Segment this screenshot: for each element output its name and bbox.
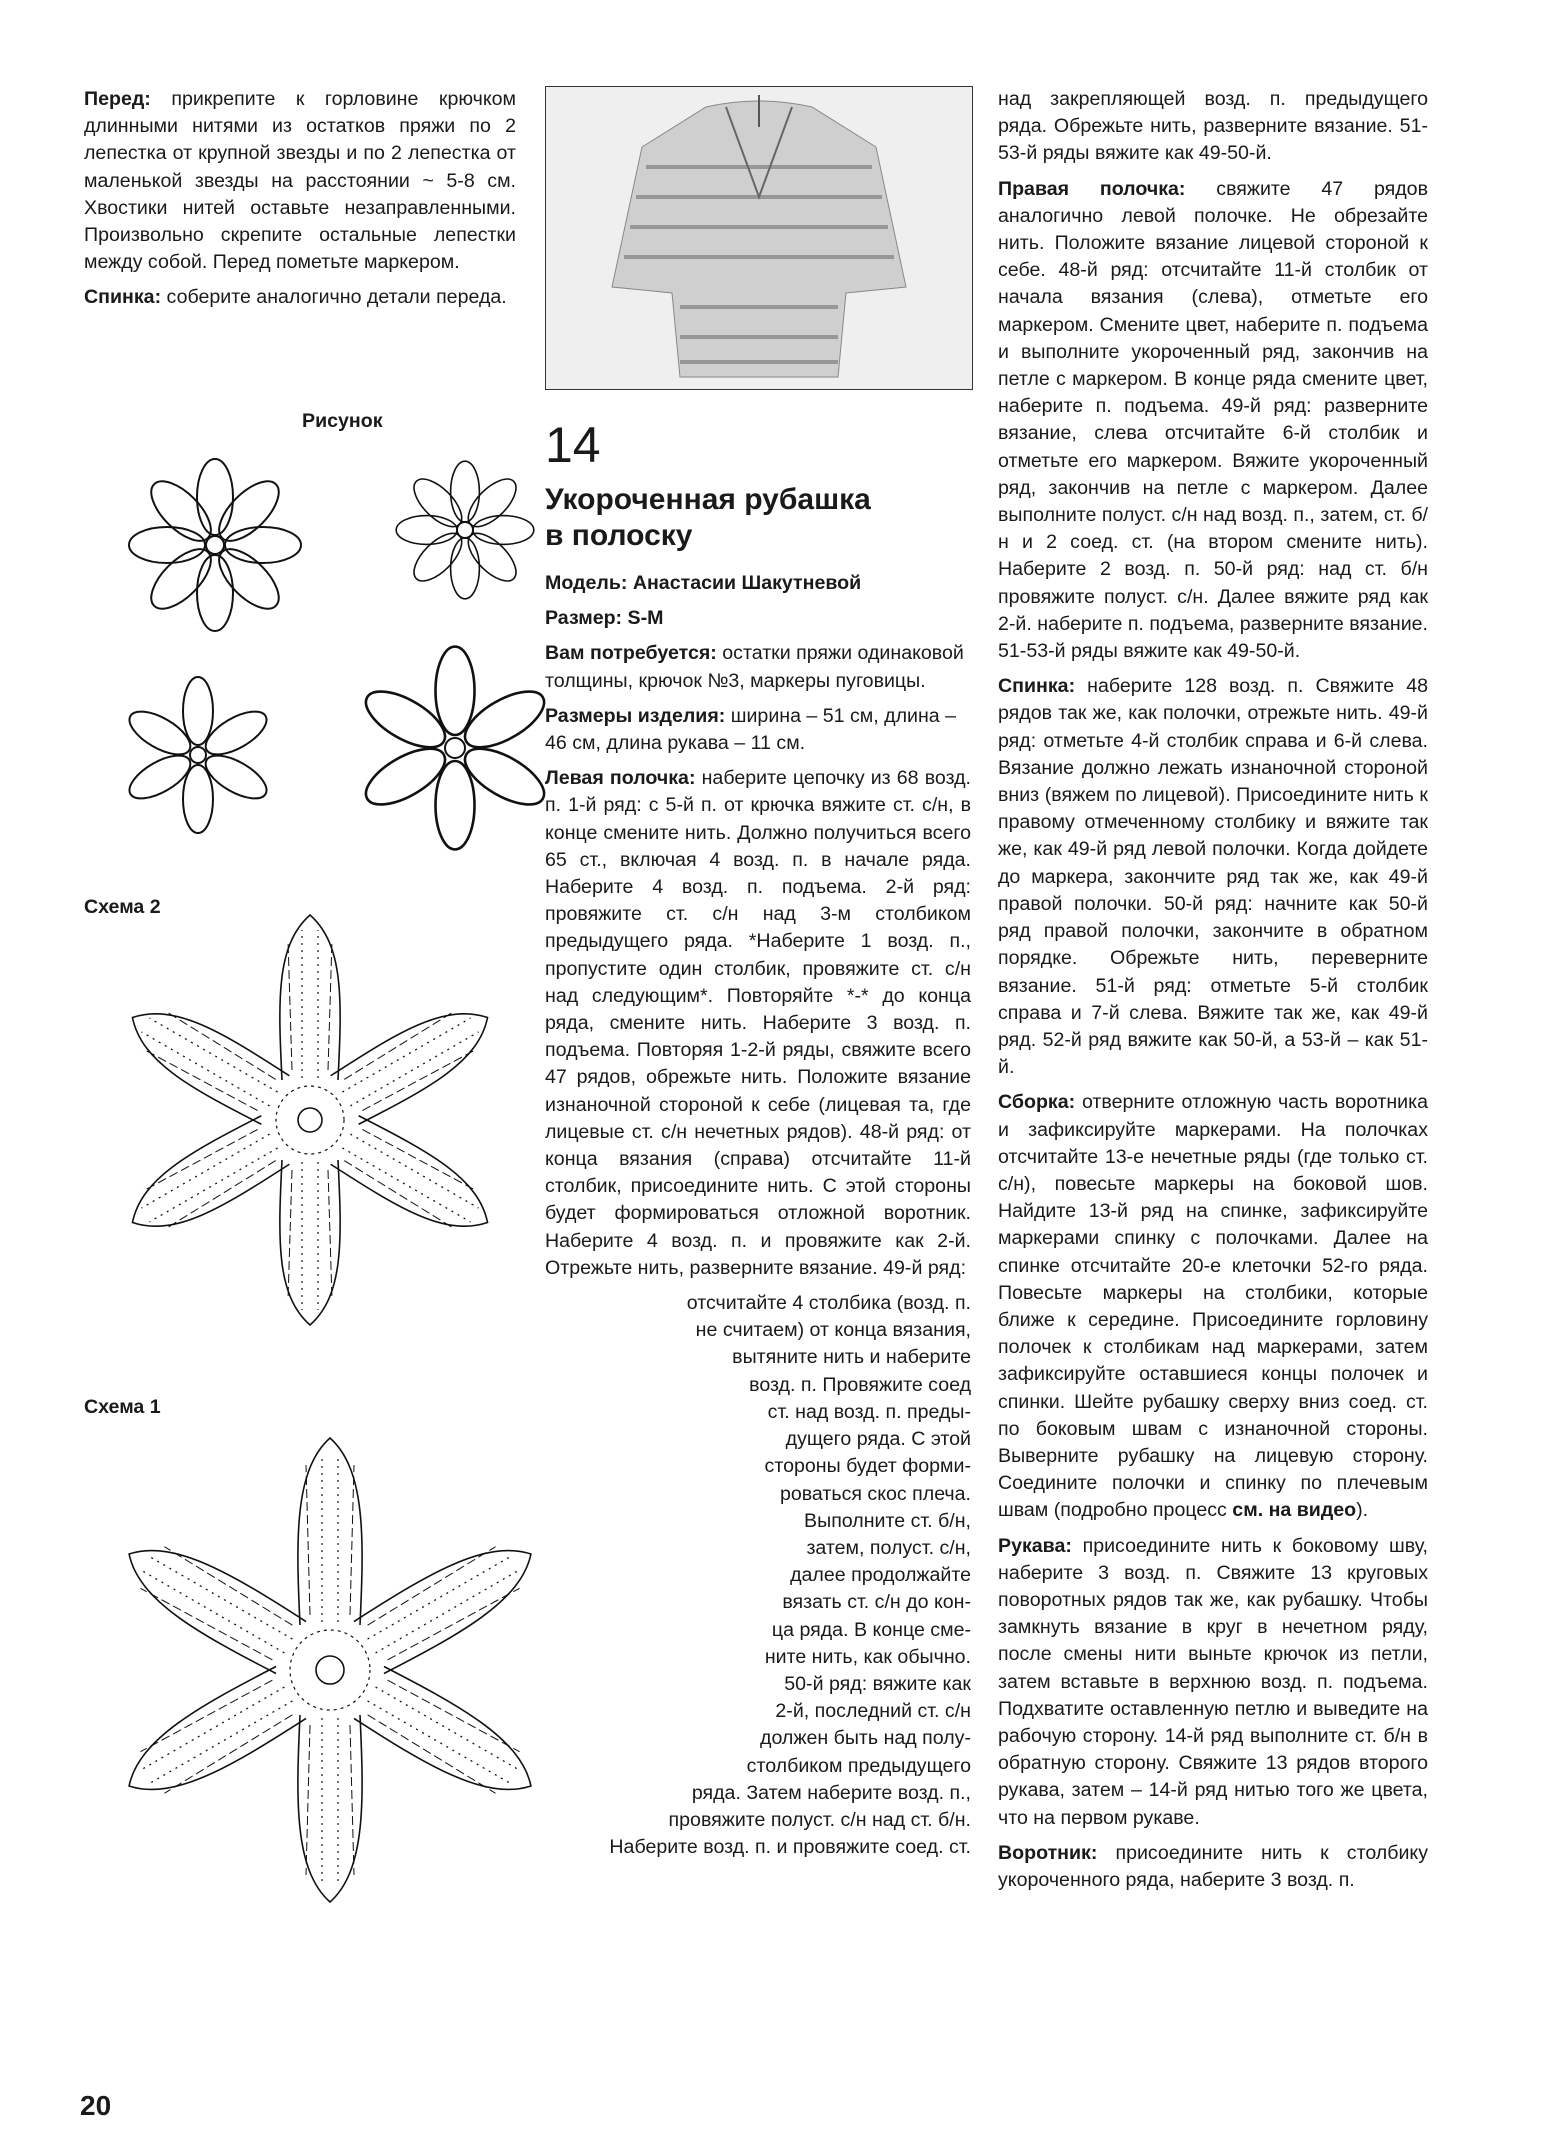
product-photo <box>545 86 973 390</box>
video-link[interactable]: см. на видео <box>1232 1499 1357 1522</box>
flower-outline-six-large <box>357 647 552 850</box>
title-line-2: в полоску <box>545 519 693 552</box>
front-label: Перед: <box>84 88 151 110</box>
front-paragraph <box>84 86 516 276</box>
dimensions-paragraph <box>545 703 971 757</box>
right-column <box>998 86 1428 1902</box>
materials-label: Вам потребуется: <box>545 642 717 665</box>
wrap-line: отсчитайте 4 столбика (возд. п. <box>686 1292 971 1315</box>
wrap-line: стороны будет форми- <box>764 1455 971 1478</box>
back-paragraph <box>84 284 516 311</box>
sleeves-paragraph <box>998 1533 1428 1832</box>
collar-paragraph <box>998 1840 1428 1894</box>
left-column-text <box>84 86 516 320</box>
back-label: Спинка: <box>84 286 162 309</box>
crochet-chart-schema2 <box>70 850 570 1350</box>
wrap-line: возд. п. Провяжите соед <box>749 1373 971 1396</box>
wrap-line: роваться скос плеча. <box>779 1482 971 1505</box>
wrap-line: ните нить, как обычно. <box>764 1645 971 1668</box>
assembly-text: отверните отложную часть воротника и зафиксируйте маркерами. На полочках отсчитайте 13-е нечетные ряды (где только ст. с/н), повесьте маркеры на боковой шов. Найдите 13-й ряд на спинке, зафиксируйте маркерами спинку с полочками. Далее на спинке отсчитайте 20-е клеточки 52-го ряда. Повесьте маркеры на столбики, которые ближе к середине. Присоедините горловину полочек к столбикам над маркерами, затем зафиксируйте оставшиеся концы полочек и спинки. Шейте рубашку сверху вниз соед. ст. по боковым швам с изнаночной стороны. Выверните рубашку на лицевую сторону. Соедините полочки и спинку по плечевым швам (подробно процесс <box>998 1091 1428 1522</box>
figure-label: Рисунок <box>302 410 383 432</box>
pattern-number: 14 <box>545 417 601 473</box>
back-text: соберите аналогично детали переда. <box>166 286 507 309</box>
sleeves-text: присоедините нить к боковому шву, наберите 3 возд. п. Свяжите 13 круговых поворотных рядов так же, как рубашку. Чтобы замкнуть вязание в круг в нечетном ряду, после смены нити выньте крючок из петли, затем вставьте в верхнюю возд. п. подъема. Подхватите оставленную петлю и выведите на рабочую сторону. 14-й ряд выполните ст. б/н в обратную сторону. Свяжите 13 рядов второго рукава, затем – 14-й ряд нитью того же цвета, что на первом рукаве. <box>998 1534 1428 1829</box>
right-front-paragraph <box>998 176 1428 666</box>
wrap-line: затем, полуст. с/н, <box>806 1536 971 1559</box>
schema2-label: Схема 2 <box>84 896 161 918</box>
flower-drawings <box>70 430 610 870</box>
model-credit: Модель: Анастасии Шакутневой <box>545 572 862 594</box>
wrap-line: должен быть над полу- <box>760 1727 971 1750</box>
back-section-label: Спинка: <box>998 675 1076 698</box>
sleeves-label: Рукава: <box>998 1534 1072 1557</box>
wrap-line: Выполните ст. б/н, <box>804 1509 971 1532</box>
left-front-label: Левая полочка: <box>545 767 696 790</box>
right-front-text: свяжите 47 рядов аналогично левой полочке. Не обрезайте нить. Положите вязание лицевой стороной к себе. 48-й ряд: отсчитайте 11-й столбик от начала вязания (слева), отметьте его маркером. Смените цвет, наберите п. подъема и выполните укороченный ряд, закончив на петле с маркером. В конце ряда смените цвет, наберите п. подъема. 49-й ряд: разверните вязание, слева отсчитайте 6-й столбик и отметьте его маркером. Вяжите укороченный ряд, закончив на петле с маркером. Далее выполните полуст. с/н над возд. п., затем, ст. б/н и 2 соед. ст. (на втором смените нить). Наберите 2 возд. п. 50-й ряд: над ст. б/н провяжите полуст. с/н. Далее вяжите ряд как 2-й. наберите п. подъема, разверните вязание. 51-53-й ряды вяжите как 49-50-й. <box>998 177 1428 663</box>
wrap-line: ряда. Затем наберите возд. п., <box>691 1781 971 1804</box>
wrap-line: вытяните нить и наберите <box>732 1346 971 1369</box>
middle-column <box>545 418 971 1861</box>
wrap-line: ст. над возд. п. преды- <box>767 1400 971 1423</box>
crochet-chart-schema1 <box>80 1350 580 1970</box>
page-number: 20 <box>80 2090 112 2121</box>
wrap-line: далее продолжайте <box>790 1564 971 1587</box>
size-info: Размер: S-M <box>545 607 664 630</box>
materials-paragraph <box>545 640 971 694</box>
dimensions-text: ширина – 51 см, длина – 46 см, длина рукава – 11 см. <box>545 704 957 755</box>
assembly-end: ). <box>1356 1499 1369 1522</box>
flower-outline-six-small <box>123 677 273 833</box>
title-line-1: Укороченная рубашка <box>545 483 871 516</box>
wrap-line: Наберите возд. п. и провяжите соед. ст. <box>609 1836 971 1859</box>
collar-text: присоедините нить к столбику укороченного ряда, наберите 3 возд. п. <box>998 1841 1429 1891</box>
back-section-text: наберите 128 возд. п. Свяжите 48 рядов так же, как полочки, отрежьте нить. 49-й ряд: отметьте 4-й столбик справа и 6-й слева. Вязание должно лежать изнаночной стороной вниз (вяжем по лицевой). Присоедините нить к правому отмеченному столбику и вяжите так же, как 49-й ряд левой полочки. Когда дойдете до маркера, закончите ряд так же, как 49-й правой полочки. 50-й ряд: начните как 50-й ряд правой полочки, закончите в обратном порядке. Обрежьте нить, переверните вязание. 51-й ряд: отметьте 5-й столбик справа и 7-й слева. Вяжите так же, как 49-й ряд. 52-й ряд вяжите как 50-й, а 53-й – как 51-й. <box>998 675 1428 1079</box>
wrap-line: 2-й, последний ст. с/н <box>775 1700 971 1723</box>
wrap-line: ца ряда. В конце сме- <box>771 1618 971 1641</box>
collar-label: Воротник: <box>998 1841 1098 1864</box>
wrap-line: дущего ряда. С этой <box>785 1428 971 1451</box>
back-section-paragraph <box>998 673 1428 1081</box>
wrap-line: вязать ст. с/н до кон- <box>782 1591 971 1614</box>
assembly-label: Сборка: <box>998 1091 1076 1114</box>
flower-outline-small <box>396 461 534 599</box>
materials-text: остатки пряжи одинаковой толщины, крючок №3, маркеры пуговицы. <box>545 642 964 692</box>
right-intro: над закрепляющей возд. п. предыдущего ряда. Обрежьте нить, разверните вязание. 51-53-й ряды вяжите как 49-50-й. <box>998 88 1428 165</box>
wrap-line: провяжите полуст. с/н над ст. б/н. <box>668 1808 971 1831</box>
wrapped-text-block <box>545 1290 971 1861</box>
flower-outline-large <box>129 459 301 631</box>
wrap-line: столбиком предыдущего <box>746 1754 971 1777</box>
dimensions-label: Размеры изделия: <box>545 704 726 727</box>
pattern-title <box>545 482 971 554</box>
left-front-paragraph <box>545 765 971 1282</box>
right-front-label: Правая полочка: <box>998 177 1186 200</box>
wrap-line: 50-й ряд: вяжите как <box>784 1672 971 1695</box>
left-front-text: наберите цепочку из 68 возд. п. 1-й ряд: с 5-й п. от крючка вяжите ст. с/н, в конце смените нить. Должно получиться всего 65 ст., включая 4 возд. п. в начале ряда. Наберите 4 возд. п. подъема. 2-й ряд: провяжите ст. с/н над 3-м столбиком предыдущего ряда. *Наберите 1 возд. п., пропустите один столбик, провяжите ст. с/н над следующим*. Повторяйте *-* до конца ряда, смените нить. Наберите 3 возд. п. подъема. Повторяя 1-2-й ряды, свяжите всего 47 рядов, обрежьте нить. Положите вязание изнаночной стороной к себе (лицевая та, где лицевые ст. с/н нечетных рядов). 48-й ряд: от конца вязания (справа) отсчитайте 11-й столбик, присоедините нить. С этой стороны будет формироваться отложной воротник. Наберите 4 возд. п. и провяжите как 2-й. Отрежьте нить, разверните вязание. 49-й ряд: <box>545 767 971 1279</box>
wrap-line: не считаем) от конца вязания, <box>695 1319 971 1342</box>
striped-shirt-image <box>546 87 972 389</box>
assembly-paragraph <box>998 1089 1428 1524</box>
schema1-label: Схема 1 <box>84 1396 161 1418</box>
front-text: прикрепите к горловине крючком длинными нитями из остатков пряжи по 2 лепестка от крупной звезды и по 2 лепестка от маленькой звезды на расстоянии ~ 5-8 см. Хвостики нитей оставьте незаправленными. Произвольно скрепите остальные лепестки между собой. Перед пометьте маркером. <box>84 88 516 274</box>
